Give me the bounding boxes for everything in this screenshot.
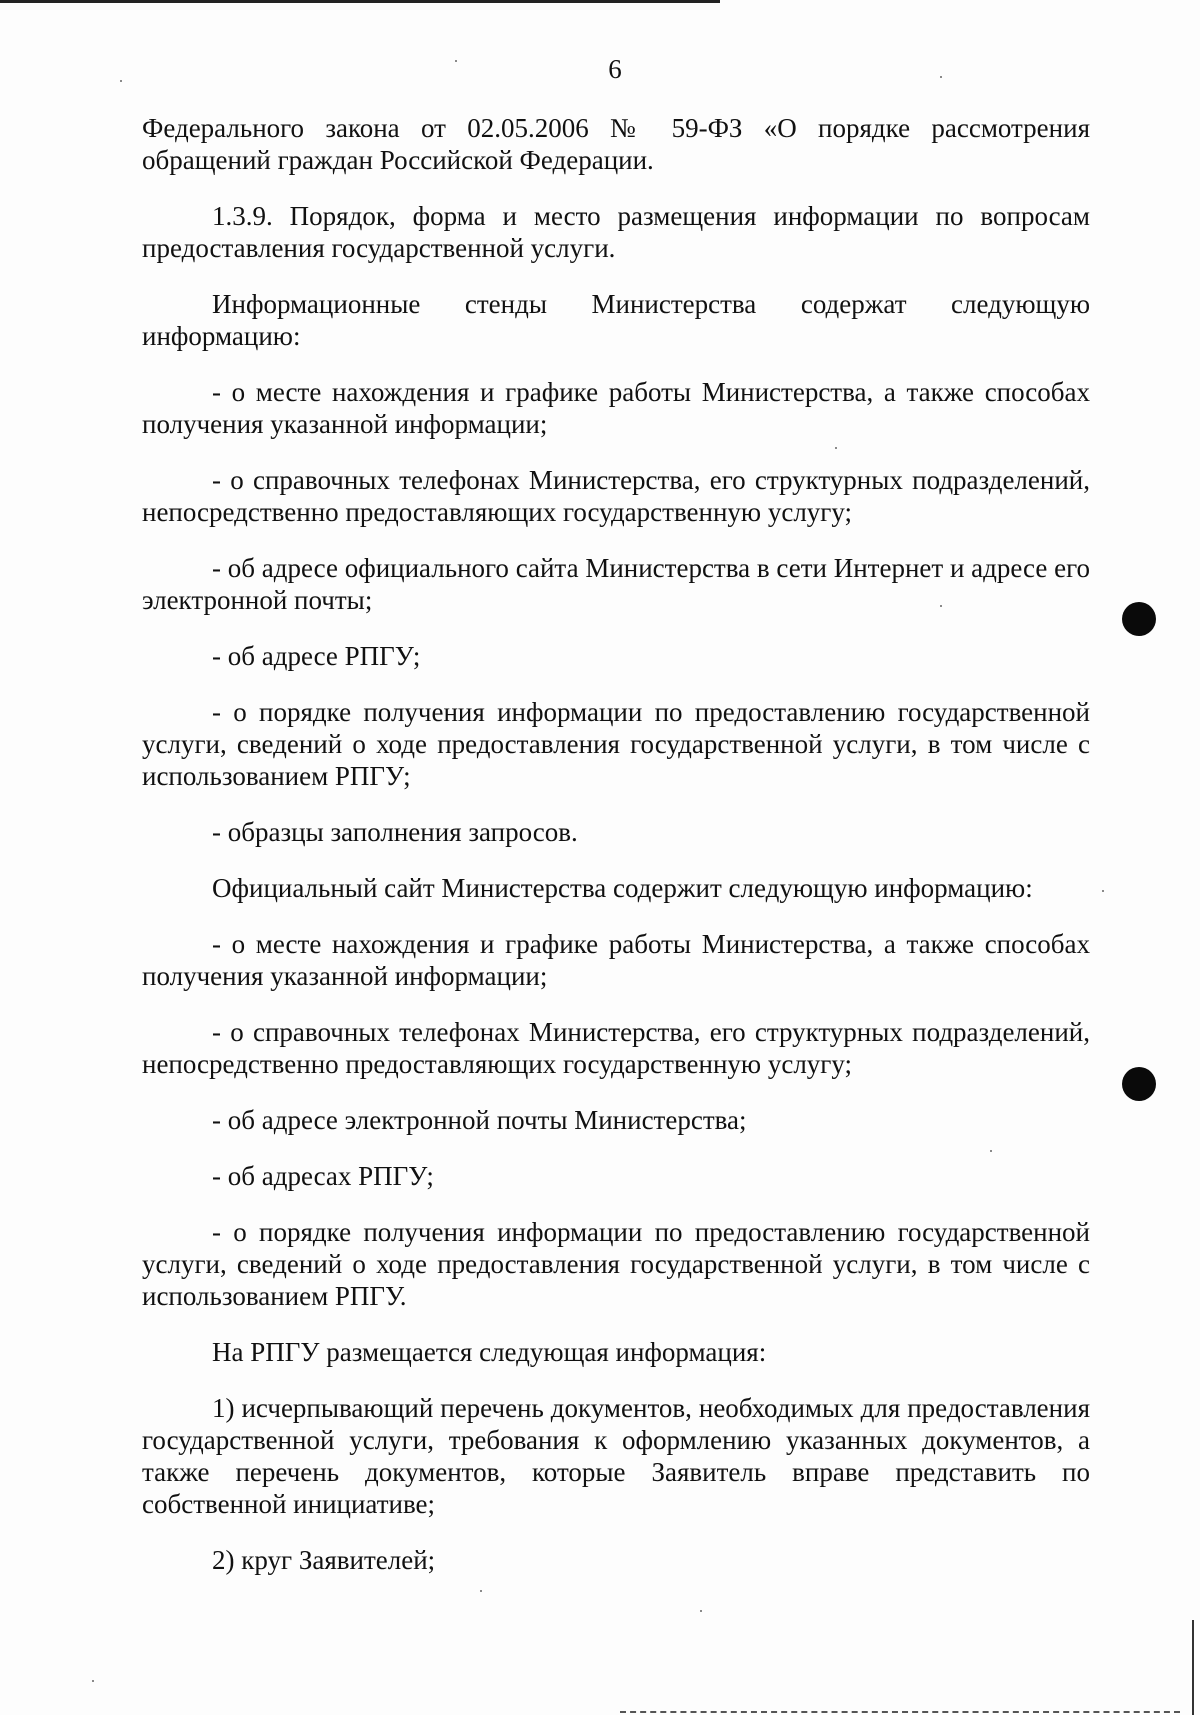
scan-edge-bottom — [620, 1709, 1180, 1713]
scan-speck — [455, 60, 457, 62]
punch-hole-upper — [1122, 602, 1156, 636]
list-item-site-phones: - о справочных телефонах Министерства, его структурных подразделений, непосредственно предоставляющих государственную услугу; — [142, 1017, 1090, 1079]
scan-speck — [700, 1610, 702, 1612]
scan-speck — [120, 80, 122, 82]
scan-speck — [835, 447, 837, 449]
paragraph-rpgu-intro: На РПГУ размещается следующая информация: — [212, 1337, 767, 1367]
paragraph-website-intro: Официальный сайт Министерства содержит следующую информацию: — [212, 873, 1033, 903]
scan-speck — [1102, 890, 1104, 892]
list-item-stand-rpgu: - об адресе РПГУ; — [212, 641, 421, 671]
list-item-stand-location: - о месте нахождения и графике работы Министерства, а также способах получения указанной информации; — [142, 377, 1090, 439]
list-item-rpgu-documents: 1) исчерпывающий перечень документов, необходимых для предоставления государственной услуги, требования к оформлению указанных документов, а также перечень документов, которые Заявитель вправе представить по собственной инициативе; — [142, 1393, 1090, 1519]
list-item-stand-website: - об адресе официального сайта Министерства в сети Интернет и адресе его электронной почты; — [142, 553, 1090, 615]
list-item-rpgu-applicants: 2) круг Заявителей; — [212, 1545, 436, 1575]
scan-speck — [940, 605, 942, 607]
document-body — [142, 112, 1090, 1600]
scan-speck — [940, 76, 942, 78]
page-number: 6 — [608, 54, 622, 84]
list-item-site-procedure: - о порядке получения информации по предоставлению государственной услуги, сведений о ходе предоставления государственной услуги, в том числе с использованием РПГУ. — [142, 1217, 1090, 1311]
scan-speck — [92, 1680, 94, 1682]
list-item-site-email: - об адресе электронной почты Министерства; — [212, 1105, 747, 1135]
punch-hole-lower — [1122, 1067, 1156, 1101]
scan-edge-top — [0, 0, 720, 3]
paragraph-info-stands-intro: Информационные стенды Министерства содержат следующую информацию: — [142, 289, 1090, 351]
list-item-stand-procedure: - о порядке получения информации по предоставлению государственной услуги, сведений о ходе предоставления государственной услуги, в том числе с использованием РПГУ; — [142, 697, 1090, 791]
paragraph-section-1-3-9: 1.3.9. Порядок, форма и место размещения информации по вопросам предоставления государственной услуги. — [142, 201, 1090, 263]
scan-edge-right — [1192, 1620, 1194, 1715]
scan-speck — [990, 1150, 992, 1152]
list-item-stand-phones: - о справочных телефонах Министерства, его структурных подразделений, непосредственно предоставляющих государственную услугу; — [142, 465, 1090, 527]
list-item-site-location: - о месте нахождения и графике работы Министерства, а также способах получения указанной информации; — [142, 929, 1090, 991]
list-item-stand-samples: - образцы заполнения запросов. — [212, 817, 578, 847]
paragraph-law-reference: Федерального закона от 02.05.2006 № 59-ФЗ «О порядке рассмотрения обращений граждан Российской Федерации. — [142, 113, 1090, 175]
scan-speck — [480, 1590, 482, 1592]
list-item-site-rpgu: - об адресах РПГУ; — [212, 1161, 434, 1191]
